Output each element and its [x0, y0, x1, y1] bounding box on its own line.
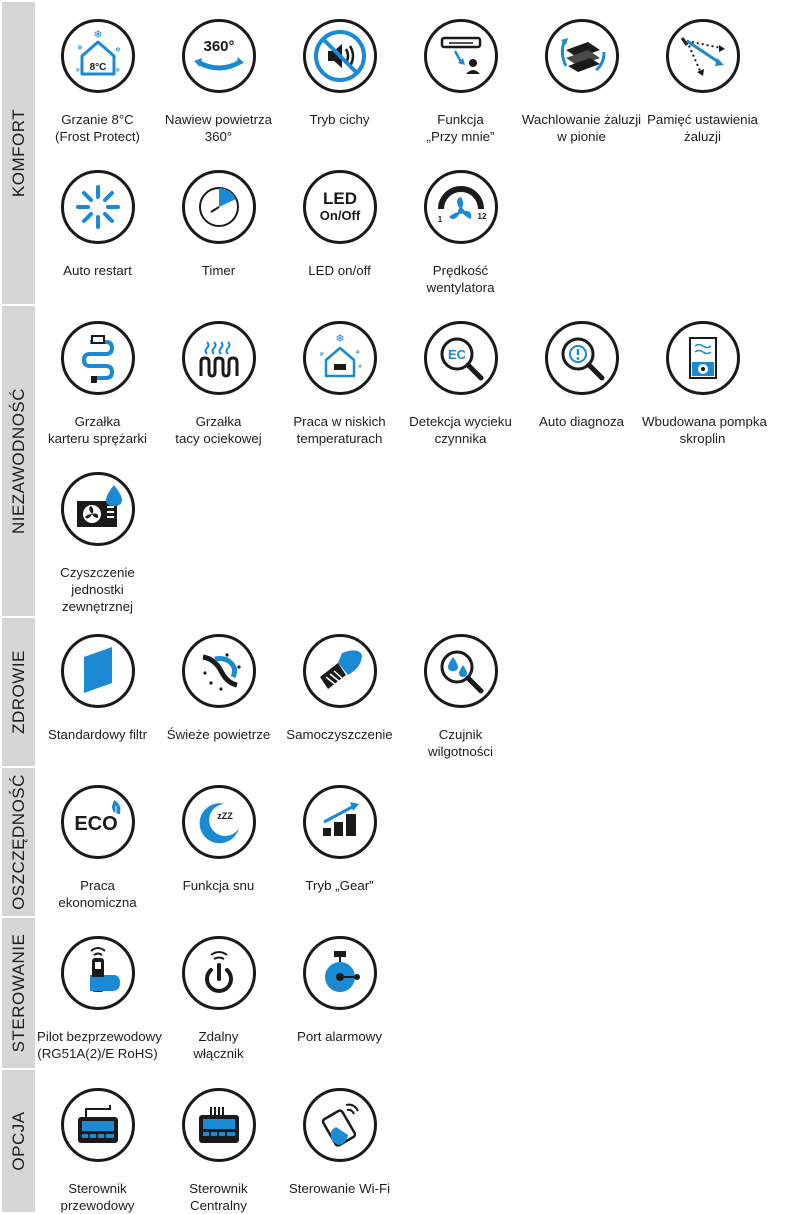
svg-text:❄: ❄ — [318, 351, 325, 358]
section-title: OPCJA — [8, 1111, 28, 1171]
feature-sen — [158, 784, 279, 894]
remote-control-icon — [60, 935, 136, 1011]
feature-label: Grzałka — [74, 414, 121, 429]
feature-label: Funkcja — [437, 112, 484, 127]
feature-diagnoza — [521, 320, 642, 430]
feature-label: Funkcja snu — [182, 878, 255, 893]
central-controller-icon — [181, 1087, 257, 1163]
feature-label: wilgotności — [427, 744, 494, 759]
feature-led — [279, 169, 400, 279]
feature-filtr — [37, 633, 158, 743]
icon-text: 360° — [202, 38, 235, 55]
feature-label: zewnętrznej — [62, 599, 133, 614]
svg-text:❄: ❄ — [357, 364, 362, 370]
filter-icon — [60, 633, 136, 709]
feature-label: Standardowy filtr — [47, 727, 148, 742]
feature-label: Wbudowana pompka — [642, 414, 767, 429]
section-title: NIEZAWODNOŚĆ — [8, 387, 28, 535]
feature-autorestart — [37, 169, 158, 279]
feature-label: temperaturach — [296, 431, 383, 446]
refrigerant-leak-icon — [423, 320, 499, 396]
feature-gear — [279, 784, 400, 894]
section-title: OSZCZĘDNOŚĆ — [8, 774, 28, 910]
wifi-control-icon — [302, 1087, 378, 1163]
svg-text:❄: ❄ — [92, 28, 103, 41]
fan-speed-icon — [423, 169, 499, 245]
feature-label: Grzanie 8°C — [61, 112, 134, 127]
sleep-moon-icon — [181, 784, 257, 860]
section-title: STEROWANIE — [8, 933, 28, 1053]
feature-label: Wachlowanie żaluzji — [521, 112, 642, 127]
feature-wachlowanie — [521, 18, 642, 145]
feature-label: Praca — [80, 878, 115, 893]
feature-label: Detekcja wycieku — [409, 414, 512, 429]
icon-text: 12 — [477, 212, 486, 221]
icon-text: ECO — [73, 813, 118, 835]
alarm-bell-icon — [302, 935, 378, 1011]
feature-label: (Frost Protect) — [55, 129, 140, 144]
feature-cichy — [279, 18, 400, 128]
section-tab-zdrowie — [2, 618, 35, 766]
house-snowflake-icon — [60, 18, 136, 94]
icon-text: 8°C — [89, 62, 106, 73]
svg-text:❄: ❄ — [114, 46, 121, 54]
feature-label: Prędkość — [432, 263, 489, 278]
timer-icon — [181, 169, 257, 245]
remote-switch-icon — [181, 935, 257, 1011]
feature-taca — [158, 320, 279, 447]
feature-wifi — [279, 1087, 400, 1197]
feature-label: czynnika — [434, 431, 487, 446]
feature-label: przewodowy — [60, 1198, 135, 1213]
icon-text: On/Off — [319, 208, 360, 223]
feature-karter — [37, 320, 158, 447]
feature-label: Auto restart — [63, 263, 132, 278]
feature-label: Timer — [201, 263, 236, 278]
feature-grzanie — [37, 18, 158, 145]
section-tab-oszczednosc — [2, 768, 35, 916]
section-title: ZDROWIE — [8, 650, 28, 734]
fresh-air-icon — [181, 633, 257, 709]
rotate-360-icon — [181, 18, 257, 94]
feature-detekcja — [400, 320, 521, 447]
section-tab-opcja — [2, 1070, 35, 1212]
feature-label: LED on/off — [308, 263, 371, 278]
feature-label: Centralny — [190, 1198, 247, 1213]
feature-label: Sterownik — [189, 1181, 248, 1196]
feature-centralny — [158, 1087, 279, 1214]
svg-text:❄: ❄ — [334, 332, 345, 345]
feature-przymnie — [400, 18, 521, 145]
feature-label: Tryb „Gear” — [305, 878, 374, 893]
section-title: KOMFORT — [8, 108, 28, 198]
feature-label: jednostki — [71, 582, 124, 597]
feature-label: Tryb cichy — [309, 112, 370, 127]
feature-label: Port alarmowy — [297, 1029, 382, 1044]
feature-label: Praca w niskich — [293, 414, 386, 429]
louver-swing-icon — [544, 18, 620, 94]
mute-speaker-icon — [302, 18, 378, 94]
crankcase-heater-icon — [60, 320, 136, 396]
feature-label: Nawiew powietrza — [164, 112, 273, 127]
feature-label: karteru sprężarki — [47, 431, 148, 446]
condensate-pump-icon — [665, 320, 741, 396]
icon-text: 1 — [437, 215, 442, 224]
feature-nawiew360 — [158, 18, 279, 145]
feature-swieze — [158, 633, 279, 743]
feature-label: Pamięć ustawienia — [647, 112, 758, 127]
eco-icon — [60, 784, 136, 860]
feature-label: Sterowanie Wi-Fi — [288, 1181, 391, 1196]
feature-timer — [158, 169, 279, 279]
section-tab-niezawodnosc — [2, 306, 35, 616]
gear-mode-icon — [302, 784, 378, 860]
follow-me-icon — [423, 18, 499, 94]
feature-wilgotnosc — [400, 633, 521, 760]
feature-label: Czujnik — [438, 727, 483, 742]
feature-label: Auto diagnoza — [538, 414, 625, 429]
feature-zdalny — [158, 935, 279, 1062]
led-onoff-icon — [302, 169, 378, 245]
feature-label: Czyszczenie — [60, 565, 135, 580]
svg-text:❄: ❄ — [76, 44, 83, 52]
feature-samo — [279, 633, 400, 743]
feature-label: wentylatora — [426, 280, 495, 295]
feature-label: Pilot bezprzewodowy — [37, 1029, 162, 1044]
icon-text: zZZ — [216, 811, 233, 821]
feature-label: tacy ociekowej — [175, 431, 262, 446]
feature-pilot — [37, 935, 162, 1062]
section-tab-komfort — [2, 2, 35, 304]
feature-label: Grzałka — [195, 414, 242, 429]
feature-eco — [37, 784, 158, 911]
auto-diagnosis-icon — [544, 320, 620, 396]
feature-niskie — [279, 320, 400, 447]
feature-label: włącznik — [193, 1046, 244, 1061]
icon-text: LED — [322, 189, 357, 208]
feature-label: w pionie — [557, 129, 606, 144]
feature-label: 360° — [204, 129, 233, 144]
feature-label: skroplin — [679, 431, 726, 446]
feature-predkosc — [400, 169, 521, 296]
feature-alarm — [279, 935, 400, 1045]
auto-restart-icon — [60, 169, 136, 245]
feature-label: „Przy mnie” — [426, 129, 495, 144]
feature-label: Samoczyszczenie — [286, 727, 393, 742]
svg-text:❄: ❄ — [354, 349, 361, 356]
feature-label: (RG51A(2)/E RoHS) — [37, 1046, 158, 1061]
feature-label: ekonomiczna — [58, 895, 137, 910]
feature-label: Zdalny — [198, 1029, 239, 1044]
feature-czyszczenie — [37, 471, 158, 615]
outdoor-unit-clean-icon — [60, 471, 136, 547]
icon-text: EC — [447, 347, 466, 362]
tray-heater-icon — [181, 320, 257, 396]
low-temp-house-icon — [302, 320, 378, 396]
self-clean-icon — [302, 633, 378, 709]
humidity-sensor-icon — [423, 633, 499, 709]
feature-label: żaluzji — [684, 129, 721, 144]
feature-przewodowy — [37, 1087, 158, 1214]
svg-text:❄: ❄ — [114, 67, 121, 74]
feature-label: Sterownik — [68, 1181, 127, 1196]
svg-text:❄: ❄ — [74, 67, 81, 74]
feature-pamiec — [642, 18, 763, 145]
feature-label: Świeże powietrze — [166, 727, 271, 742]
feature-pompka — [642, 320, 767, 447]
section-tab-sterowanie — [2, 918, 35, 1068]
wired-controller-icon — [60, 1087, 136, 1163]
louver-memory-icon — [665, 18, 741, 94]
